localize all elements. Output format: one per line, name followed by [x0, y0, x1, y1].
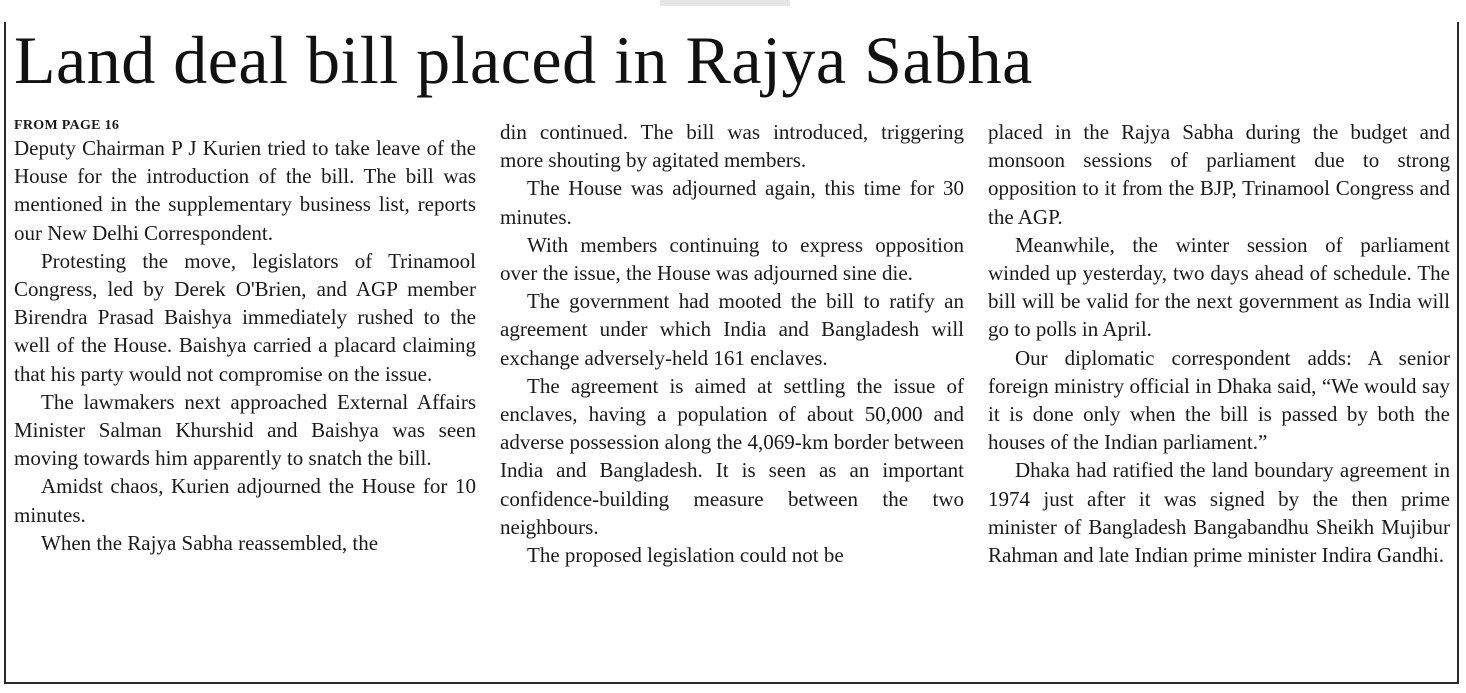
paragraph: Dhaka had ratified the land boundary agreement in 1974 just after it was signed by the then prime minister of Bangladesh Bangabandhu Sheikh Mujibur Rahman and late Indian prime minister Indira Gandhi. [988, 458, 1450, 568]
article-column-1 [14, 118, 476, 557]
paragraph: placed in the Rajya Sabha during the budget and monsoon sessions of parliament due to strong opposition to it from the BJP, Trinamool Congress and the AGP. [988, 120, 1450, 229]
page-top-mark [660, 0, 790, 6]
paragraph: Amidst chaos, Kurien adjourned the House for 10 minutes. [14, 474, 476, 527]
dateline: FROM PAGE 16 [14, 118, 120, 133]
paragraph: Protesting the move, legislators of Trinamool Congress, led by Derek O'Brien, and AGP member Birendra Prasad Baishya immediately rushed to the well of the House. Baishya carried a placard claiming that his party would not compromise on the issue. [14, 248, 476, 386]
paragraph: When the Rajya Sabha reassembled, the [41, 530, 379, 555]
headline: Land deal bill placed in Rajya Sabha [14, 22, 1033, 98]
paragraph: The government had mooted the bill to ratify an agreement under which India and Bangladesh will exchange adversely-held 161 enclaves. [500, 289, 964, 370]
paragraph: The lawmakers next approached External Affairs Minister Salman Khurshid and Baishya was seen moving towards him apparently to snatch the bill. [14, 389, 476, 471]
paragraph: Deputy Chairman P J Kurien tried to take leave of the House for the introduction of the bill. The bill was mentioned in the supplementary business list, reports our New Delhi Correspondent. [14, 136, 476, 245]
paragraph: The agreement is aimed at settling the issue of enclaves, having a population of about 50,000 and adverse possession along the 4,069-km border between India and Bangladesh. It is seen as an important confidence-building measure between the two neighbours. [500, 373, 964, 539]
article-column-2 [500, 118, 964, 569]
paragraph: With members continuing to express opposition over the issue, the House was adjourned sine die. [500, 232, 964, 286]
paragraph: The House was adjourned again, this time for 30 minutes. [500, 176, 964, 229]
paragraph: din continued. The bill was introduced, triggering more shouting by agitated members. [500, 120, 964, 173]
paragraph: Our diplomatic correspondent adds: A senior foreign ministry official in Dhaka said, “We would say it is done only when the bill is passed by both the houses of the Indian parliament.” [988, 345, 1450, 455]
paragraph: Meanwhile, the winter session of parliament winded up yesterday, two days ahead of schedule. The bill will be valid for the next government as India will go to polls in April. [988, 232, 1450, 342]
paragraph: The proposed legislation could not be [527, 543, 844, 568]
article-column-3 [988, 118, 1450, 569]
